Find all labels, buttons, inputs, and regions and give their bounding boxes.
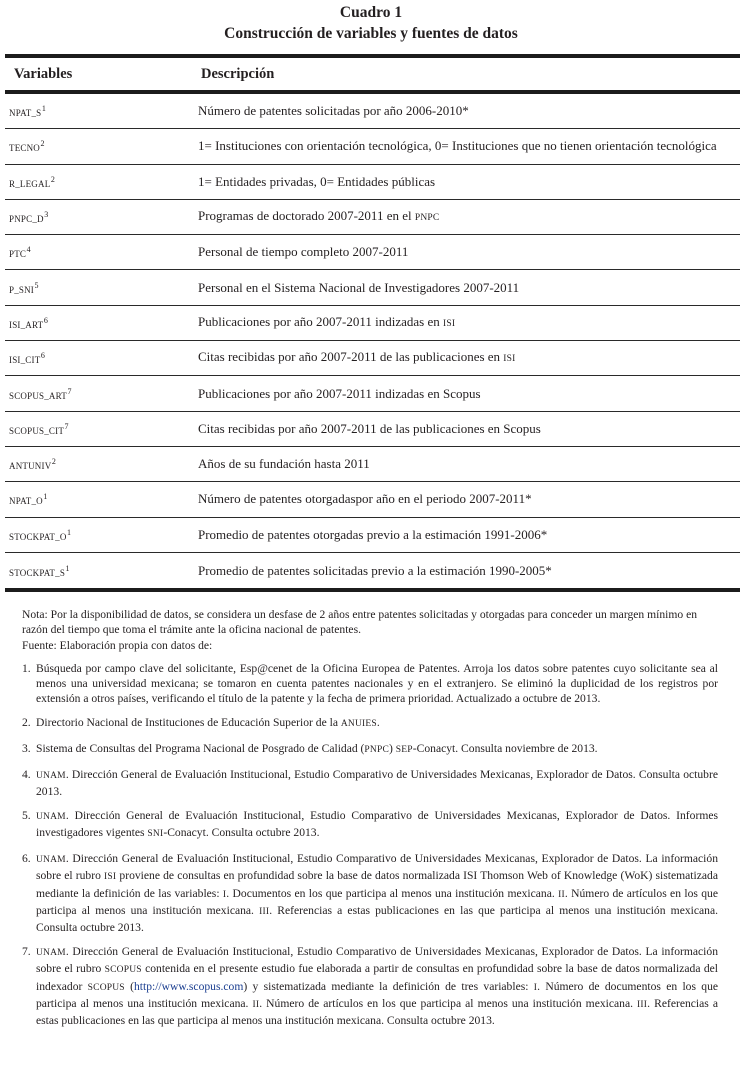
sources-list: [22, 661, 718, 1029]
source-number: 6.: [22, 852, 31, 866]
source-note-ref: 7: [64, 421, 69, 431]
variable-description: [198, 562, 740, 580]
roman-numeral: II: [558, 889, 565, 900]
variable-code: ANTUNIV: [9, 461, 52, 472]
acronym: ANUIES: [340, 719, 377, 730]
variable-code: NPAT_S: [9, 108, 42, 119]
description-text: Citas recibidas por año 2007-2011 de las publicaciones en Scopus: [198, 420, 541, 436]
source-note-ref: 6: [40, 351, 46, 361]
description-text: Número de patentes solicitadas por año 2006-2010*: [198, 103, 469, 119]
table-row: [5, 447, 740, 482]
description-text: Publicaciones por año 2007-2011 indizadas en: [198, 313, 444, 329]
variable-description: [198, 385, 740, 403]
table-row: [5, 553, 740, 588]
description-text: Personal de tiempo completo 2007-2011: [198, 244, 409, 260]
table-header: [5, 58, 740, 90]
variable-description: [198, 526, 740, 544]
variable-name: [5, 351, 198, 365]
description-text: Número de patentes otorgadaspor año en el periodo 2007-2011*: [198, 491, 532, 507]
source-text: . Referencias a estas publicaciones en las que participa al menos una institución mexicana. Consulta octubre 2013.: [36, 903, 718, 935]
variable-name: [5, 457, 198, 471]
variable-code: SCOPUS_CIT: [9, 425, 65, 436]
variable-name: [5, 175, 198, 189]
variable-name: [5, 245, 198, 259]
source-text: . Dirección General de Evaluación Institucional, Estudio Comparativo de Universidades Mexicanas, Explorador de Datos. La información sobre el rubro: [36, 945, 718, 976]
source-text: . Referencias a estas publicaciones en las que participa al menos una institución mexicana. Consulta octubre 2013.: [36, 996, 718, 1028]
source-text: (: [124, 979, 134, 993]
source-note-ref: 7: [67, 386, 72, 396]
variable-name: [5, 316, 198, 330]
source-item: [22, 741, 718, 758]
description-text: Promedio de patentes otorgadas previo a la estimación 1991-2006*: [198, 526, 548, 542]
source-item: [22, 944, 718, 1028]
variable-code: SCOPUS_ART: [9, 390, 67, 401]
variable-name: [5, 422, 198, 436]
variable-description: [198, 348, 740, 368]
acronym: UNAM: [36, 770, 66, 781]
header-description: Descripción: [201, 65, 275, 82]
variable-description: [198, 420, 740, 438]
source-text: -Conacyt. Consulta octubre 2013.: [163, 826, 320, 840]
variable-description: [198, 173, 740, 191]
acronym: UNAM: [36, 811, 66, 822]
variable-name: [5, 139, 198, 153]
source-note-ref: 4: [26, 245, 31, 255]
source-note-ref: 2: [51, 457, 57, 467]
source-note-ref: 1: [41, 104, 47, 114]
variable-description: [198, 313, 740, 333]
note-text: Nota: Por la disponibilidad de datos, se considera un desfase de 2 años entre patentes solicitadas y otorgadas para conceder un margen mínimo en razón del tiempo que toma el trámite ante la oficina nacional de patentes.: [22, 608, 698, 637]
source-note-ref: 3: [44, 210, 49, 220]
variable-code: NPAT_O: [9, 496, 43, 507]
description-text: 1= Instituciones con orientación tecnológica, 0= Instituciones que no tienen orientación tecnológica: [198, 138, 717, 154]
variable-description: [198, 490, 740, 508]
source-text: . Dirección General de Evaluación Institucional, Estudio Comparativo de Universidades Mexicanas, Explorador de Datos. Consulta octubre 2013.: [36, 767, 718, 799]
table-row: [5, 518, 740, 553]
acronym: SEP: [395, 745, 413, 756]
source-text: . Número de documentos en los que participa al menos una institución mexicana.: [36, 979, 719, 1010]
source-text: -Conacyt. Consulta noviembre de 2013.: [412, 742, 598, 756]
source-item: [22, 767, 718, 800]
variable-description: [198, 279, 740, 297]
acronym: UNAM: [36, 948, 66, 959]
description-text: Personal en el Sistema Nacional de Investigadores 2007-2011: [198, 279, 520, 295]
variable-code: STOCKPAT_O: [9, 531, 67, 542]
source-text: .: [376, 716, 380, 730]
description-text: Años de su fundación hasta 2011: [198, 456, 370, 472]
caption-label: Cuadro 1: [339, 4, 403, 21]
source-text: Directorio Nacional de Instituciones de Educación Superior de la: [36, 716, 341, 730]
source-text: proviene de consultas en profundidad sobre la base de datos normalizada ISI Thomson Web of Knowledge (WoK) sistematizada mediante la definición de las variables:: [36, 869, 718, 900]
variable-name: [5, 104, 198, 118]
source-text: . Número de artículos en los que participa al menos una institución mexicana.: [259, 996, 638, 1010]
source-number: 7.: [22, 945, 31, 959]
source-item: [22, 715, 718, 732]
variable-name: [5, 564, 198, 578]
table-body: [5, 94, 740, 588]
source-text: ): [389, 742, 396, 756]
source-note-ref: 2: [40, 139, 45, 149]
table-row: [5, 376, 740, 411]
table-row: [5, 412, 740, 447]
roman-numeral: III: [259, 906, 270, 917]
variable-code: PTC: [9, 249, 27, 260]
variable-code: STOCKPAT_S: [9, 567, 66, 578]
variable-name: [5, 528, 198, 542]
source-note-ref: 2: [50, 174, 56, 184]
variable-name: [5, 281, 198, 295]
acronym: UNAM: [36, 855, 66, 866]
variable-name: [5, 210, 198, 224]
variable-code: PNPC_D: [9, 214, 44, 225]
source-number: 3.: [22, 742, 31, 756]
source-number: 2.: [22, 716, 31, 730]
bottom-rule: [5, 588, 740, 592]
description-text: Programas de doctorado 2007-2011 en el: [198, 208, 415, 224]
variables-table: [5, 54, 740, 592]
source-number: 1.: [22, 661, 31, 675]
table-notes: [22, 607, 718, 1037]
table-row: [5, 306, 740, 341]
table-row: [5, 200, 740, 235]
acronym: PNPC: [364, 745, 389, 756]
source-text: contenida en el presente estudio fue elaborada a partir de consultas en profundidad sobre la base de datos normalizada del indexador: [36, 962, 718, 993]
variable-code: R_LEGAL: [9, 178, 51, 189]
acronym: SCOPUS: [87, 982, 125, 993]
description-text: 1= Entidades privadas, 0= Entidades públicas: [198, 173, 436, 189]
table-row: [5, 94, 740, 129]
description-text: Promedio de patentes solicitadas previo a la estimación 1990-2005*: [198, 562, 552, 578]
table-row: [5, 235, 740, 270]
description-acronym: ISI: [443, 318, 456, 329]
roman-numeral: III: [637, 999, 648, 1010]
table-row: [5, 341, 740, 376]
description-text: Citas recibidas por año 2007-2011 de las publicaciones en: [198, 349, 504, 365]
table-row: [5, 270, 740, 305]
description-text: Publicaciones por año 2007-2011 indizadas en Scopus: [198, 385, 481, 401]
source-item: [22, 851, 718, 935]
source-text: . Documentos en los que participa al menos una institución mexicana.: [226, 886, 559, 900]
source-note-ref: 5: [34, 280, 39, 290]
source-text: . Número de artículos en los que participa al menos una institución mexicana.: [36, 886, 718, 917]
acronym: SCOPUS: [104, 965, 142, 976]
scopus-link[interactable]: http://www.scopus.com: [133, 979, 244, 993]
acronym: SNI: [147, 829, 164, 840]
source-text: ) y sistematizada mediante la definición de tres variables:: [243, 979, 534, 993]
source-text: . Dirección General de Evaluación Institucional, Estudio Comparativo de Universidades Mexicanas, Explorador de Datos. Informes investigadores vigentes: [36, 808, 718, 840]
table-row: [5, 129, 740, 164]
source-number: 5.: [22, 808, 31, 822]
variable-description: [198, 455, 740, 473]
source-text: Fuente: Elaboración propia con datos de:: [22, 638, 213, 652]
acronym: ISI: [104, 872, 117, 883]
roman-numeral: I: [222, 889, 227, 900]
roman-numeral: I: [533, 982, 538, 993]
source-item: [22, 808, 718, 843]
caption-title: Construcción de variables y fuentes de datos: [224, 25, 518, 42]
roman-numeral: II: [252, 999, 260, 1010]
source-number: 4.: [22, 767, 31, 781]
variable-code: ISI_ART: [9, 319, 44, 330]
description-acronym: PNPC: [414, 213, 440, 224]
variable-name: [5, 387, 198, 401]
source-text: Búsqueda por campo clave del solicitante, Esp@cenet de la Oficina Europea de Patentes. Arroja los datos sobre patentes cuyo solicitante sea al menos una universidad mexicana; se tomaron en cuenta patentes nacionales y en el extranjero. Se eliminó la duplicidad de los registros por extensión a otros países, verificando el título de la patente y la fecha de primera prioridad. Actualizado a octubre de 2013.: [36, 661, 718, 706]
variable-description: [198, 207, 740, 227]
source-note-ref: 1: [65, 563, 70, 573]
source-text: . Dirección General de Evaluación Institucional, Estudio Comparativo de Universidades Mexicanas, Explorador de Datos. La información sobre el rubro: [36, 852, 718, 883]
variable-description: [198, 243, 740, 261]
source-note-ref: 6: [43, 315, 49, 325]
source-text: Sistema de Consultas del Programa Nacional de Posgrado de Calidad (: [36, 742, 365, 756]
source-note-ref: 1: [67, 527, 72, 537]
variable-description: [198, 102, 740, 120]
table-row: [5, 482, 740, 517]
variable-description: [198, 137, 740, 155]
variable-code: TECNO: [9, 143, 40, 154]
table-row: [5, 165, 740, 200]
variable-name: [5, 492, 198, 506]
source-item: [22, 661, 718, 707]
description-acronym: ISI: [503, 354, 516, 365]
variable-code: ISI_CIT: [9, 355, 41, 366]
table-caption: [0, 0, 742, 44]
header-variables: Variables: [14, 65, 73, 82]
variable-code: P_SNI: [9, 284, 35, 295]
source-note-ref: 1: [43, 492, 48, 502]
